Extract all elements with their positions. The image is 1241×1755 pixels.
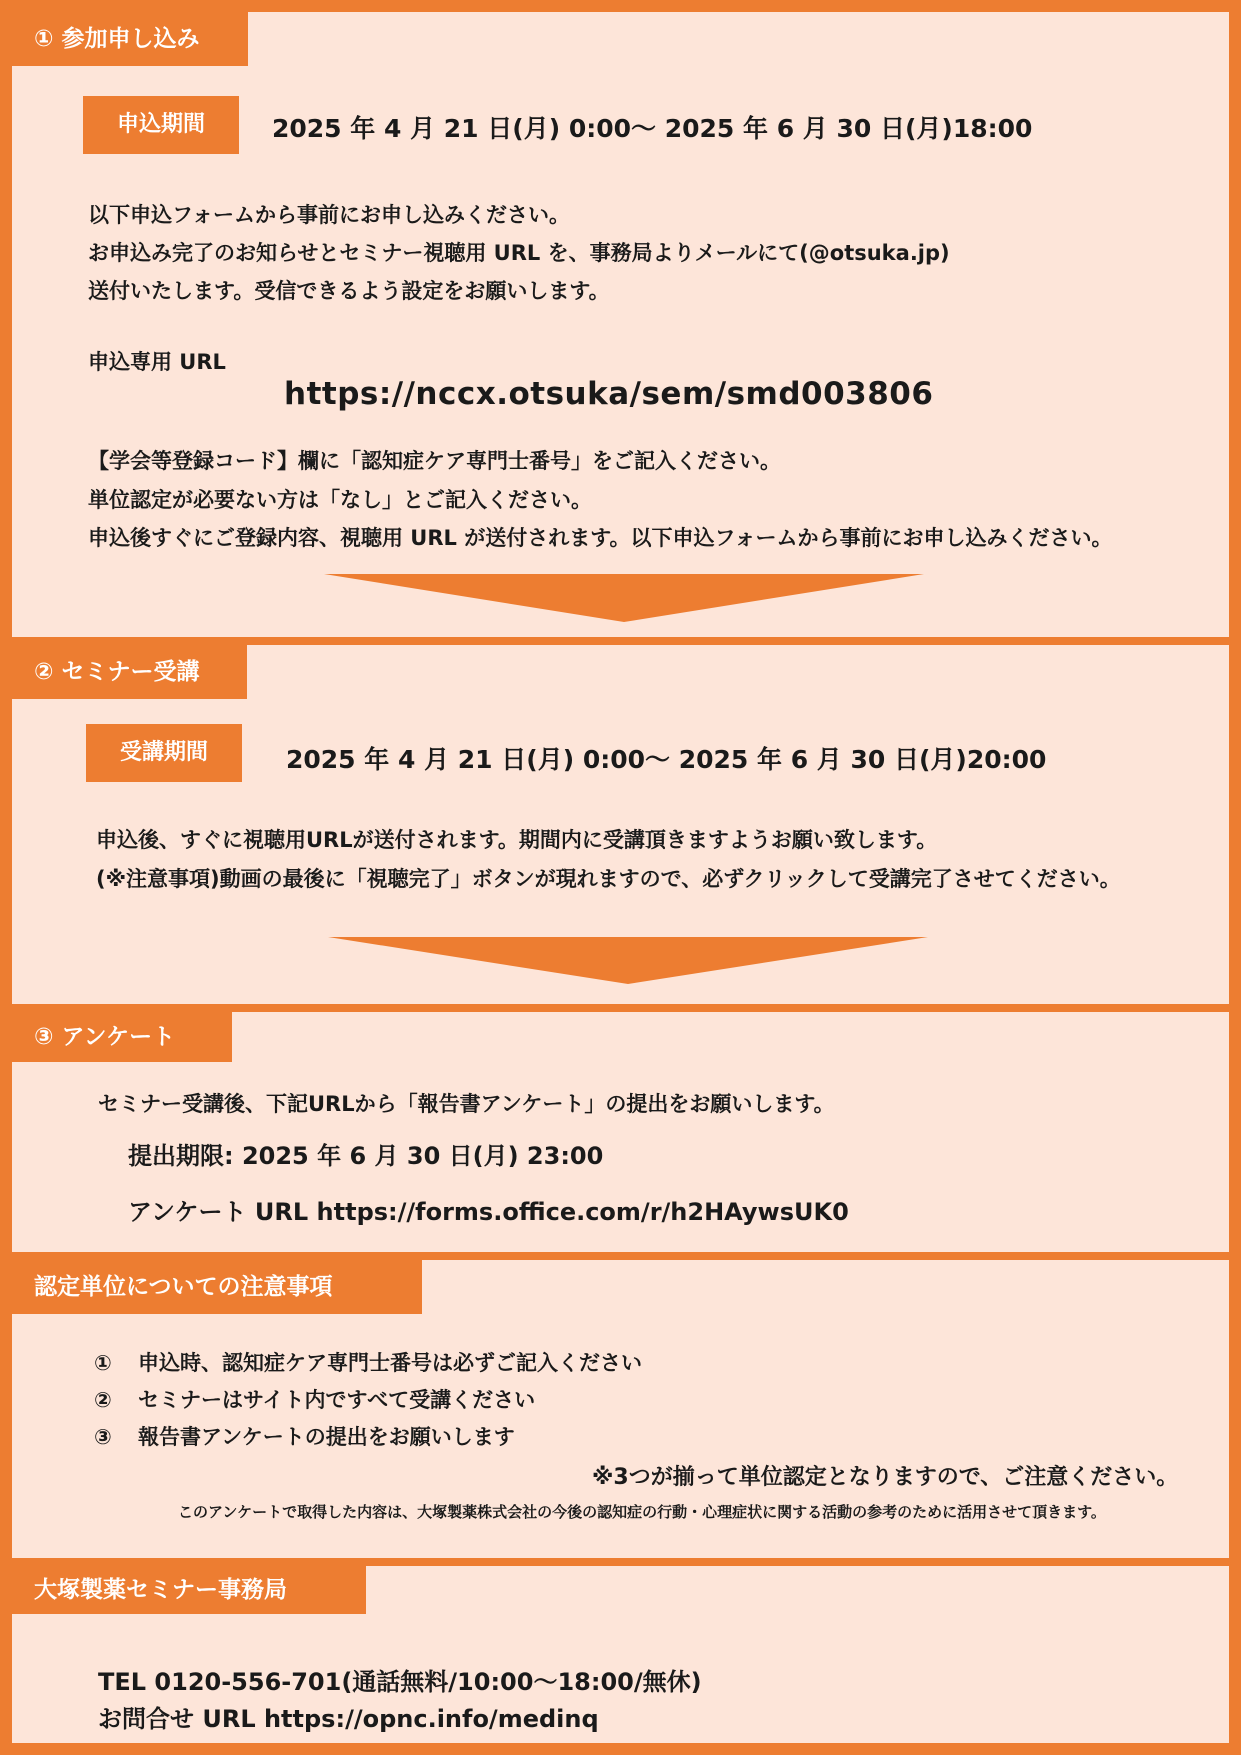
list-item-text: セミナーはサイト内ですべて受講ください xyxy=(138,1388,536,1412)
application-period-label: 申込期間 xyxy=(83,96,239,154)
survey-deadline: 提出期限: 2025 年 6 月 30 日(月) 23:00 xyxy=(128,1142,604,1170)
seminar-period-value: 2025 年 4 月 21 日(月) 0:00～ 2025 年 6 月 30 日(月)20:00 xyxy=(286,745,1047,774)
list-item-number: ① xyxy=(94,1351,112,1375)
seminar-line: 申込後、すぐに視聴用URLが送付されます。期間内に受講頂きますようお願い致します。 xyxy=(96,828,938,852)
section-application xyxy=(12,12,1229,637)
down-arrow-icon xyxy=(324,574,924,622)
section-title-credit-notes: 認定単位についての注意事項 xyxy=(12,1260,422,1314)
list-item xyxy=(94,1347,642,1377)
office-tel: TEL 0120-556-701(通話無料/10:00～18:00/無休) xyxy=(98,1668,702,1696)
application-period-value: 2025 年 4 月 21 日(月) 0:00～ 2025 年 6 月 30 日(月)18:00 xyxy=(272,114,1033,143)
section-credit-notes xyxy=(12,1260,1229,1558)
office-contact-url[interactable]: お問合せ URL https://opnc.info/medinq xyxy=(98,1705,599,1733)
credit-caution: ※3つが揃って単位認定となりますので、ご注意ください。 xyxy=(592,1465,1179,1490)
list-item xyxy=(94,1384,535,1414)
section-title-survey: ③ アンケート xyxy=(12,1012,232,1062)
seminar-line: (※注意事項)動画の最後に「視聴完了」ボタンが現れますので、必ずクリックして受講完了させてください。 xyxy=(96,867,1121,891)
intro-line: お申込み完了のお知らせとセミナー視聴用 URL を、事務局よりメールにて(@otsuka.jp) xyxy=(88,241,950,265)
survey-intro: セミナー受講後、下記URLから「報告書アンケート」の提出をお願いします。 xyxy=(98,1092,835,1116)
section-survey xyxy=(12,1012,1229,1252)
note-line: 【学会等登録コード】欄に「認知症ケア専門士番号」をご記入ください。 xyxy=(88,449,781,473)
section-title-seminar: ② セミナー受講 xyxy=(12,645,247,699)
survey-url[interactable]: アンケート URL https://forms.office.com/r/h2HAywsUK0 xyxy=(128,1198,849,1226)
list-item-text: 報告書アンケートの提出をお願いします xyxy=(138,1425,515,1449)
seminar-period-label: 受講期間 xyxy=(86,724,242,782)
intro-line: 以下申込フォームから事前にお申し込みください。 xyxy=(88,203,570,227)
note-line: 単位認定が必要ない方は「なし」とご記入ください。 xyxy=(88,488,592,512)
application-url[interactable]: https://nccx.otsuka/sem/smd003806 xyxy=(284,376,934,412)
down-arrow-icon xyxy=(328,937,928,984)
list-item-number: ② xyxy=(94,1388,112,1412)
list-item-number: ③ xyxy=(94,1425,112,1449)
note-line: 申込後すぐにご登録内容、視聴用 URL が送付されます。以下申込フォームから事前にお申し込みください。 xyxy=(88,526,1113,550)
privacy-footnote: このアンケートで取得した内容は、大塚製薬株式会社の今後の認知症の行動・心理症状に関する活動の参考のために活用させて頂きます。 xyxy=(178,1503,1106,1521)
section-seminar xyxy=(12,645,1229,1004)
application-url-label: 申込専用 URL xyxy=(88,350,226,374)
section-office xyxy=(12,1566,1229,1743)
list-item xyxy=(94,1421,515,1451)
section-title-application: ① 参加申し込み xyxy=(12,12,248,66)
section-title-office: 大塚製薬セミナー事務局 xyxy=(12,1566,366,1614)
intro-line: 送付いたします。受信できるよう設定をお願いします。 xyxy=(88,279,610,303)
list-item-text: 申込時、認知症ケア専門士番号は必ずご記入ください xyxy=(138,1351,642,1375)
